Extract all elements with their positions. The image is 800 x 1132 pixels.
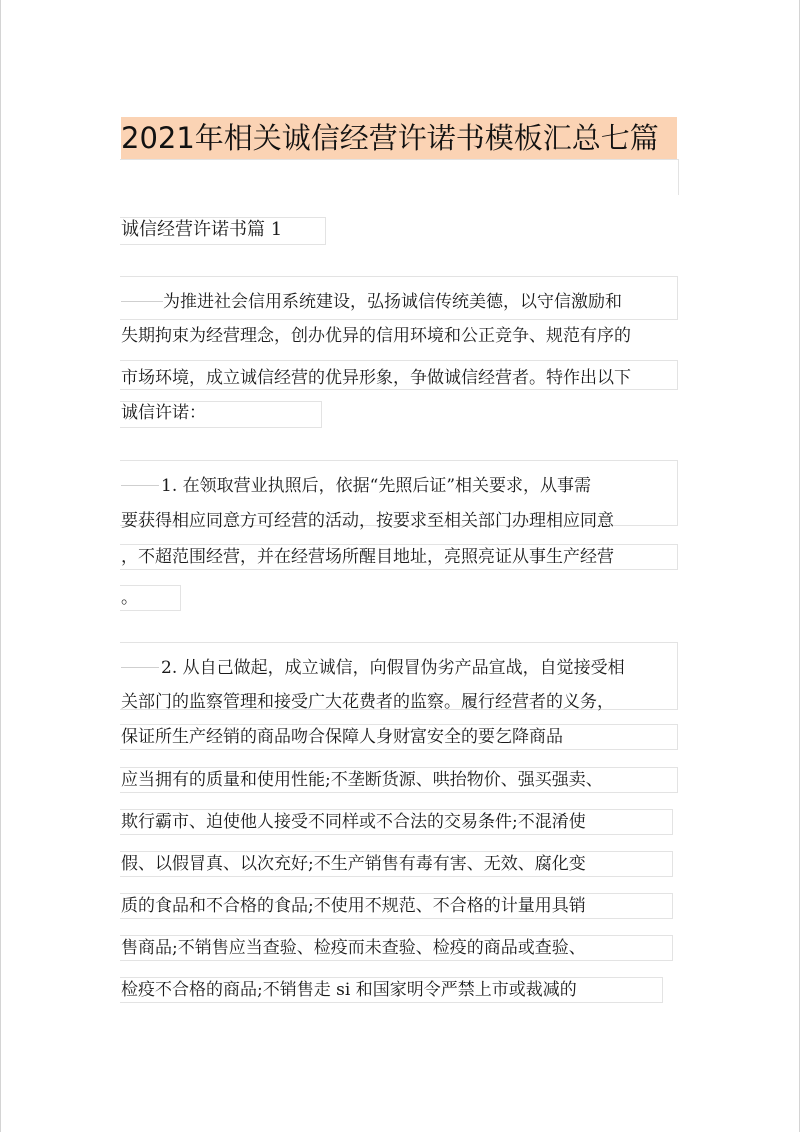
section-heading: 诚信经营许诺书篇 1: [121, 219, 283, 240]
list-item-line: 假、以假冒真、以次充好;不生产销售有毒有害、无效、腐化变: [121, 854, 586, 874]
indent-marker: [121, 485, 159, 486]
list-item-line: 关部门的监察管理和接受广大花费者的监察。履行经营者的义务，: [121, 692, 614, 712]
list-item-line: 售商品;不销售应当查验、检疫而未查验、检疫的商品或查验、: [121, 938, 586, 958]
indent-marker: [121, 301, 163, 302]
paragraph-line: 为推进社会信用系统建设，弘扬诚信传统美德，以守信激励和: [163, 292, 622, 312]
list-item-line: 2. 从自己做起，成立诚信，向假冒伪劣产品宣战，自觉接受相: [161, 658, 625, 678]
list-item-line: 应当拥有的质量和使用性能;不垄断货源、哄抬物价、强买强卖、: [121, 770, 603, 790]
list-item-line: 要获得相应同意方可经营的活动，按要求至相关部门办理相应同意: [121, 511, 614, 531]
indent-marker: [121, 667, 159, 668]
list-item-line: 质的食品和不合格的食品;不使用不规范、不合格的计量用具销: [121, 896, 586, 916]
title-frame: [120, 159, 679, 195]
list-item-line: 1. 在领取营业执照后，依据“先照后证”相关要求，从事需: [161, 476, 592, 496]
list-item-line: 欺行霸市、迫使他人接受不同样或不合法的交易条件;不混淆使: [121, 812, 586, 832]
paragraph-line: 诚信许诺：: [121, 403, 206, 423]
document-title: 2021年相关诚信经营许诺书模板汇总七篇: [121, 121, 659, 155]
paragraph-line: 市场环境，成立诚信经营的优异形象，争做诚信经营者。特作出以下: [121, 368, 631, 388]
paragraph-line: 失期拘束为经营理念，创办优异的信用环境和公正竞争、规范有序的: [121, 326, 631, 346]
list-item-line: 。: [121, 588, 138, 608]
list-item-line: ，不超范围经营，并在经营场所醒目地址，亮照亮证从事生产经营: [121, 547, 614, 567]
list-item-line: 保证所生产经销的商品吻合保障人身财富安全的要乞降商品: [121, 727, 563, 747]
list-item-line: 检疫不合格的商品;不销售走 si 和国家明令严禁上市或裁减的: [121, 980, 577, 1000]
page-left-edge: [0, 0, 1, 1132]
